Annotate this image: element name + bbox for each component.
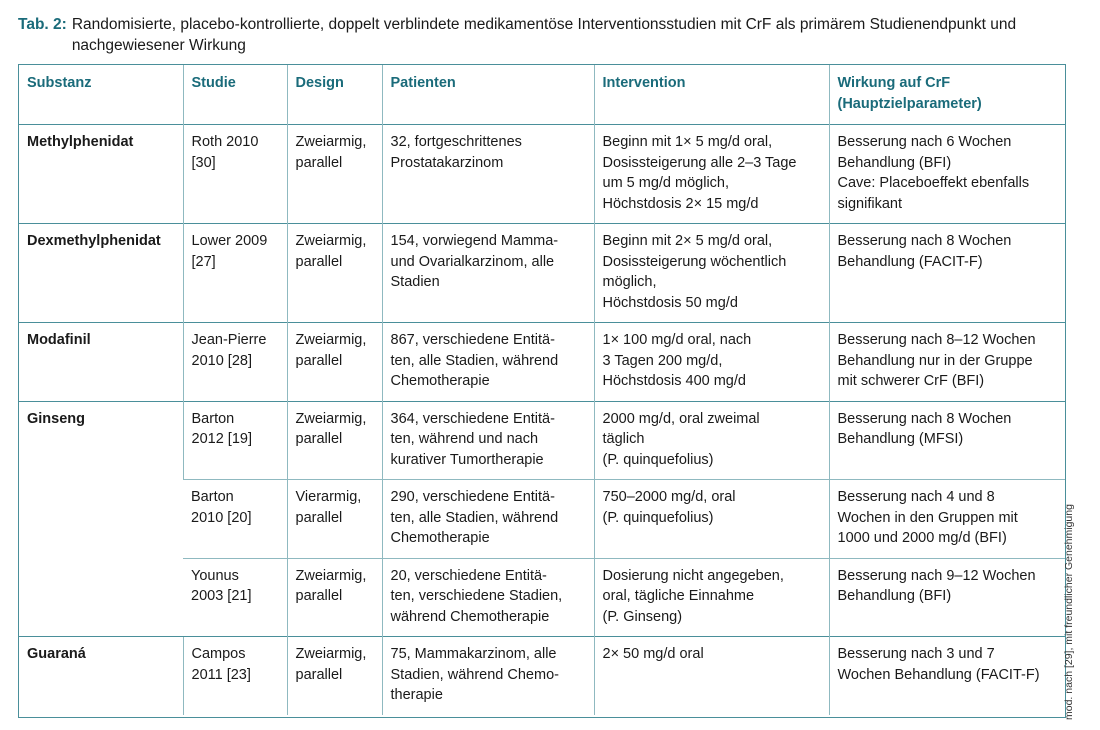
cell-line: Younus xyxy=(191,567,239,584)
cell-substanz: Guaraná xyxy=(19,637,183,715)
cell-patienten xyxy=(382,480,594,559)
cell-line: 1000 und 2000 mg/d (BFI) xyxy=(837,530,1007,546)
cell-line: und Ovarialkarzinom, alle xyxy=(390,253,555,270)
cell-line: Höchstdosis 2× 15 mg/d xyxy=(602,195,759,212)
cell-line: 2003 [21] xyxy=(191,588,252,604)
cell-design xyxy=(287,323,382,402)
cell-line: Besserung nach 4 und 8 xyxy=(837,489,995,505)
source-note: mod. nach [29], mit freundlicher Genehmigung xyxy=(1063,504,1075,720)
cell-line: Chemotherapie xyxy=(390,373,490,389)
cell-studie xyxy=(183,224,287,323)
table-row xyxy=(19,637,1065,715)
cell-line: parallel xyxy=(295,431,343,447)
cell-line: 32, fortgeschrittenes xyxy=(390,134,522,150)
cell-design xyxy=(287,637,382,715)
cell-line: Besserung nach 6 Wochen xyxy=(837,134,1012,150)
cell-line: Zweiarmig, xyxy=(295,567,367,584)
cell-line: Vierarmig, xyxy=(295,489,362,505)
cell-line: ten, alle Stadien, während xyxy=(390,352,559,369)
header-wirkung-line2: (Hauptzielparameter) xyxy=(837,95,982,112)
cell-line: Lower 2009 xyxy=(191,233,268,249)
study-table-frame xyxy=(18,64,1066,718)
cell-wirkung xyxy=(829,224,1065,323)
cell-line: Behandlung nur in der Gruppe xyxy=(837,352,1033,369)
cell-line: parallel xyxy=(295,253,343,270)
cell-intervention xyxy=(594,480,829,559)
cell-line: 3 Tagen 200 mg/d, xyxy=(602,352,723,369)
cell-design xyxy=(287,480,382,559)
header-wirkung xyxy=(829,65,1065,125)
cell-intervention xyxy=(594,323,829,402)
cell-line: parallel xyxy=(295,666,343,683)
cell-line: 154, vorwiegend Mamma- xyxy=(390,233,559,249)
cell-studie xyxy=(183,323,287,402)
cell-line: Dosissteigerung alle 2–3 Tage xyxy=(602,154,797,171)
cell-wirkung xyxy=(829,558,1065,637)
cell-line: Besserung nach 8 Wochen xyxy=(837,233,1012,249)
cell-line: [27] xyxy=(191,253,216,270)
cell-design xyxy=(287,401,382,480)
cell-line: Cave: Placeboeffekt ebenfalls xyxy=(837,175,1030,191)
cell-design xyxy=(287,125,382,224)
cell-substanz: Ginseng xyxy=(19,401,183,637)
cell-line: möglich, xyxy=(602,274,657,290)
cell-patienten xyxy=(382,125,594,224)
cell-line: Wochen Behandlung (FACIT-F) xyxy=(837,666,1040,683)
cell-line: Chemotherapie xyxy=(390,530,490,546)
cell-line: 2011 [23] xyxy=(191,666,251,683)
cell-line: Barton xyxy=(191,410,235,427)
cell-patienten xyxy=(382,401,594,480)
cell-line: Behandlung (FACIT-F) xyxy=(837,253,983,270)
cell-line: therapie xyxy=(390,687,443,703)
cell-line: Beginn mit 2× 5 mg/d oral, xyxy=(602,233,773,249)
header-intervention: Intervention xyxy=(594,65,829,125)
cell-intervention xyxy=(594,401,829,480)
cell-line: signifikant xyxy=(837,195,902,212)
cell-line: Behandlung (BFI) xyxy=(837,154,952,171)
cell-wirkung xyxy=(829,401,1065,480)
cell-line: Zweiarmig, xyxy=(295,646,367,662)
cell-line: 2010 [28] xyxy=(191,352,252,369)
cell-line: 2010 [20] xyxy=(191,509,252,526)
cell-line: Zweiarmig, xyxy=(295,233,367,249)
cell-line: 2000 mg/d, oral zweimal xyxy=(602,410,760,427)
table-row xyxy=(19,323,1065,402)
cell-line: Besserung nach 3 und 7 xyxy=(837,646,995,662)
cell-wirkung xyxy=(829,125,1065,224)
cell-line: Dosissteigerung wöchentlich xyxy=(602,253,787,270)
cell-studie xyxy=(183,637,287,715)
cell-design xyxy=(287,224,382,323)
table-row xyxy=(19,401,1065,480)
cell-substanz: Methylphenidat xyxy=(19,125,183,224)
cell-patienten xyxy=(382,224,594,323)
cell-line: Behandlung (MFSI) xyxy=(837,431,964,447)
cell-line: Stadien xyxy=(390,274,440,290)
header-design: Design xyxy=(287,65,382,125)
header-row xyxy=(19,65,1065,125)
cell-studie xyxy=(183,125,287,224)
cell-studie xyxy=(183,558,287,637)
cell-line: 2012 [19] xyxy=(191,431,252,447)
cell-line: Jean-Pierre xyxy=(191,332,267,348)
cell-line: um 5 mg/d möglich, xyxy=(602,175,730,191)
cell-line: Behandlung (BFI) xyxy=(837,588,952,604)
cell-substanz: Modafinil xyxy=(19,323,183,402)
cell-line: Stadien, während Chemo- xyxy=(390,666,559,683)
header-wirkung-line1: Wirkung auf CrF xyxy=(837,75,951,91)
cell-line: (P. quinquefolius) xyxy=(602,451,714,468)
cell-substanz: Dexmethylphenidat xyxy=(19,224,183,323)
table-row xyxy=(19,224,1065,323)
caption-text: Randomisierte, placebo-kontrollierte, doppelt verblindete medikamentöse Interventionsstudien mit CrF als primärem Studienendpunkt und nachgewiesener Wirkung xyxy=(71,16,1017,54)
cell-line: ten, alle Stadien, während xyxy=(390,509,559,526)
cell-line: Roth 2010 xyxy=(191,134,259,150)
cell-intervention xyxy=(594,558,829,637)
cell-line: oral, tägliche Einnahme xyxy=(602,588,755,604)
cell-line: kurativer Tumortherapie xyxy=(390,451,544,468)
cell-line: Campos xyxy=(191,646,246,662)
header-substanz: Substanz xyxy=(27,75,92,91)
cell-line: 867, verschiedene Entitä- xyxy=(390,332,555,348)
cell-line: Besserung nach 8–12 Wochen xyxy=(837,332,1036,348)
cell-line: parallel xyxy=(295,154,343,171)
cell-wirkung xyxy=(829,480,1065,559)
cell-line: Wochen in den Gruppen mit xyxy=(837,509,1018,526)
study-table xyxy=(19,65,1065,715)
cell-intervention xyxy=(594,224,829,323)
cell-line: parallel xyxy=(295,588,343,604)
cell-line: täglich xyxy=(602,431,645,447)
cell-line: (P. Ginseng) xyxy=(602,608,683,625)
cell-patienten xyxy=(382,323,594,402)
cell-line: Dosierung nicht angegeben, xyxy=(602,567,784,584)
header-studie: Studie xyxy=(183,65,287,125)
cell-line: mit schwerer CrF (BFI) xyxy=(837,373,985,389)
cell-patienten xyxy=(382,637,594,715)
cell-intervention xyxy=(594,125,829,224)
cell-design xyxy=(287,558,382,637)
cell-line: (P. quinquefolius) xyxy=(602,509,714,526)
cell-line: Barton xyxy=(191,489,234,505)
header-patienten: Patienten xyxy=(382,65,594,125)
cell-wirkung xyxy=(829,323,1065,402)
cell-line: Zweiarmig, xyxy=(295,410,367,427)
cell-line: Zweiarmig, xyxy=(295,134,367,150)
cell-line: 364, verschiedene Entitä- xyxy=(390,410,555,427)
cell-wirkung xyxy=(829,637,1065,715)
cell-studie xyxy=(183,480,287,559)
cell-line: Höchstdosis 50 mg/d xyxy=(602,294,738,311)
table-caption xyxy=(18,14,1068,56)
cell-line: Besserung nach 8 Wochen xyxy=(837,410,1012,427)
cell-line: 2× 50 mg/d oral xyxy=(602,646,704,662)
caption-label: Tab. 2: xyxy=(18,16,67,33)
cell-line: Beginn mit 1× 5 mg/d oral, xyxy=(602,134,773,150)
cell-line: 75, Mammakarzinom, alle xyxy=(390,646,557,662)
cell-line: [30] xyxy=(191,154,216,171)
cell-line: Zweiarmig, xyxy=(295,332,367,348)
cell-line: 20, verschiedene Entitä- xyxy=(390,567,547,584)
cell-studie xyxy=(183,401,287,480)
cell-line: 290, verschiedene Entitä- xyxy=(390,489,555,505)
cell-line: parallel xyxy=(295,509,343,526)
cell-line: 750–2000 mg/d, oral xyxy=(602,489,736,505)
cell-line: ten, verschiedene Stadien, xyxy=(390,588,563,604)
cell-patienten xyxy=(382,558,594,637)
cell-line: parallel xyxy=(295,352,343,369)
cell-intervention xyxy=(594,637,829,715)
cell-line: Prostatakarzinom xyxy=(390,154,504,171)
cell-line: Höchstdosis 400 mg/d xyxy=(602,373,746,389)
cell-line: 1× 100 mg/d oral, nach xyxy=(602,332,752,348)
cell-line: Besserung nach 9–12 Wochen xyxy=(837,567,1036,584)
table-row xyxy=(19,125,1065,224)
cell-line: ten, während und nach xyxy=(390,431,539,447)
cell-line: während Chemotherapie xyxy=(390,608,550,625)
